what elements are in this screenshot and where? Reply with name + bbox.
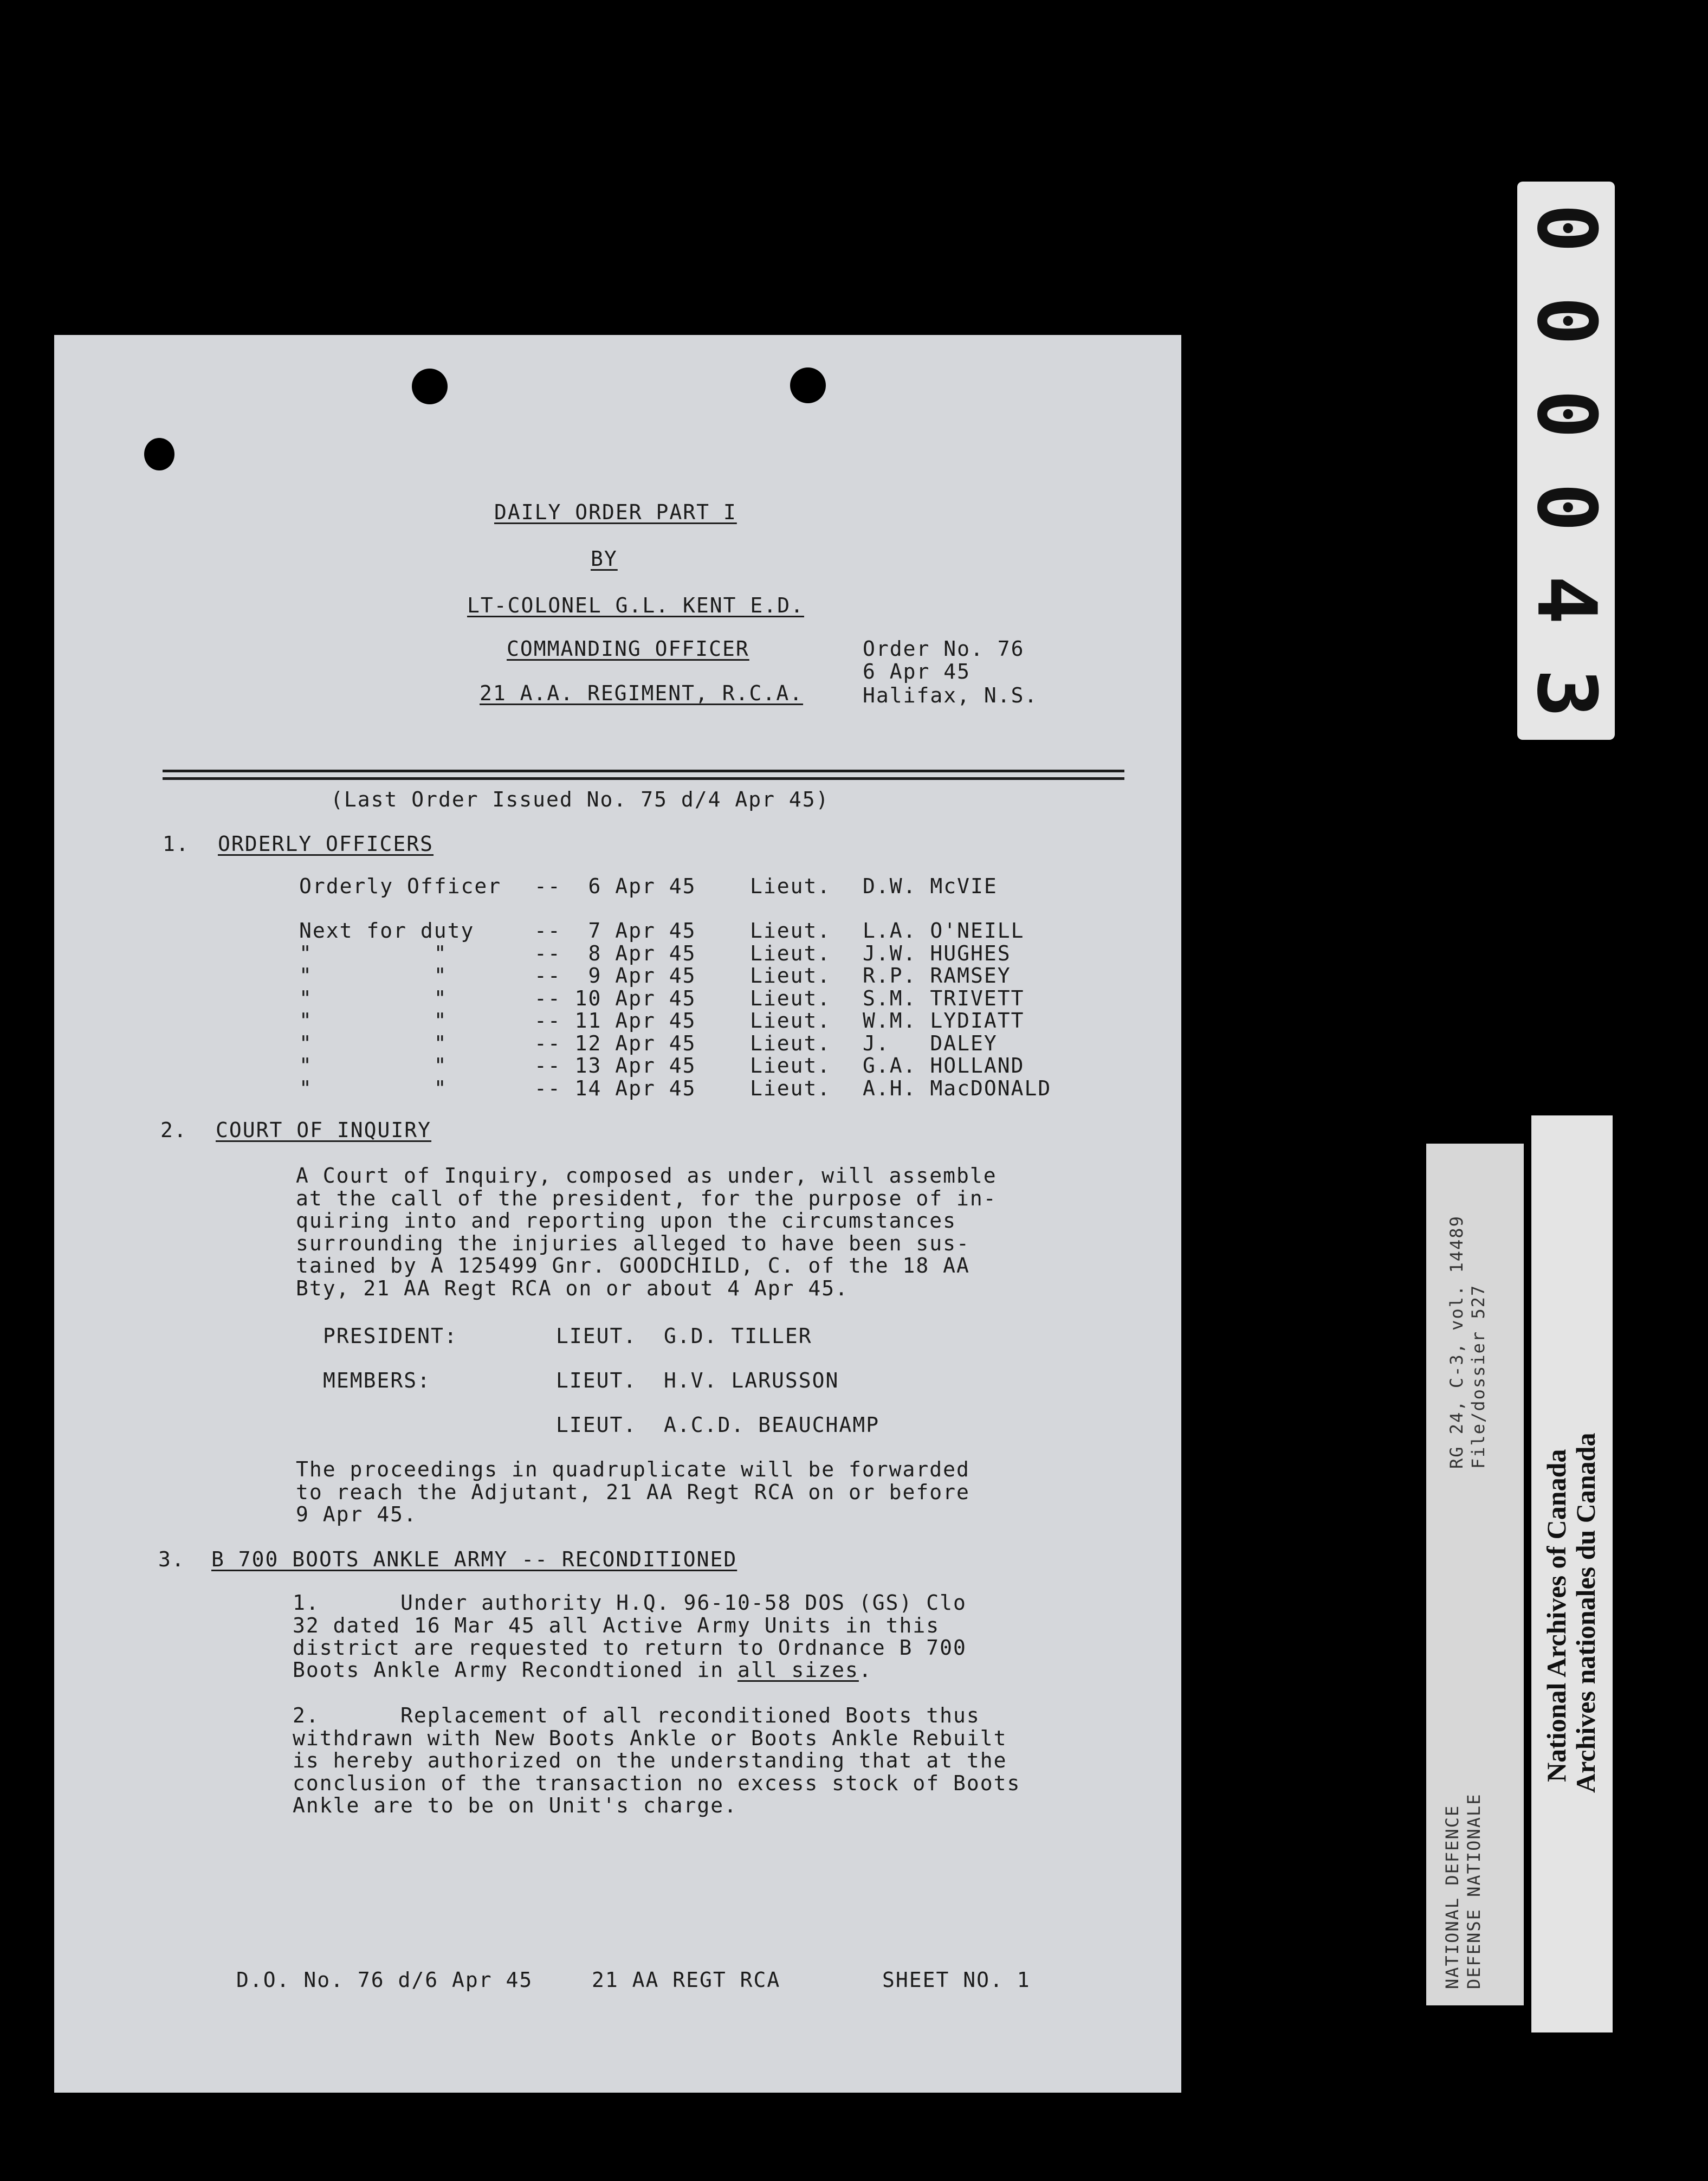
section-heading: ORDERLY OFFICERS: [218, 832, 434, 856]
footer-ref: D.O. No. 76 d/6 Apr 45: [236, 1968, 533, 1992]
paragraph-line: surrounding the injuries alleged to have been sus-: [296, 1231, 970, 1255]
paragraph-line: to reach the Adjutant, 21 AA Regt RCA on or before: [296, 1480, 970, 1504]
roster-rank: Lieut.: [750, 1031, 831, 1055]
order-title: DAILY ORDER PART I: [494, 500, 737, 524]
roster-label: Orderly Officer: [299, 874, 502, 898]
roster-name: L.A. O'NEILL: [863, 919, 1025, 943]
roster-name: G.A. HOLLAND: [863, 1054, 1025, 1077]
roster-name: W.M. LYDIATT: [863, 1009, 1025, 1033]
roster-rank: Lieut.: [750, 964, 831, 988]
paragraph-line: 2. Replacement of all reconditioned Boots thus: [293, 1703, 980, 1727]
roster-date: -- 6 Apr 45: [534, 874, 696, 898]
member-name: LIEUT. A.C.D. BEAUCHAMP: [556, 1413, 880, 1437]
roster-date: -- 8 Apr 45: [534, 941, 696, 965]
stamp-digit: 0: [1519, 389, 1613, 439]
roster-label: " ": [299, 941, 448, 965]
paragraph-line: district are requested to return to Ordnance B 700: [293, 1636, 967, 1660]
roster-name: J.W. HUGHES: [863, 941, 1011, 965]
order-by: BY: [591, 547, 618, 571]
stamp-digit: 0: [1519, 482, 1613, 532]
roster-rank: Lieut.: [750, 1054, 831, 1077]
roster-date: -- 14 Apr 45: [534, 1076, 696, 1100]
roster-label: " ": [299, 1076, 448, 1100]
roster-date: -- 11 Apr 45: [534, 1009, 696, 1033]
punch-hole: [144, 438, 174, 470]
section-heading: B 700 BOOTS ANKLE ARMY -- RECONDITIONED: [211, 1547, 737, 1571]
paragraph-line: withdrawn with New Boots Ankle or Boots Ankle Rebuilt: [293, 1726, 1007, 1750]
stamp-digit: 4: [1519, 576, 1613, 625]
roster-rank: Lieut.: [750, 874, 831, 898]
roster-rank: Lieut.: [750, 986, 831, 1010]
archive-reference: RG 24, C-3, vol. 14489: [1446, 1215, 1467, 1469]
roster-rank: Lieut.: [750, 1009, 831, 1033]
roster-date: -- 12 Apr 45: [534, 1031, 696, 1055]
order-date: 6 Apr 45: [863, 660, 971, 683]
roster-rank: Lieut.: [750, 1076, 831, 1100]
roster-date: -- 13 Apr 45: [534, 1054, 696, 1077]
president-name: LIEUT. G.D. TILLER: [556, 1324, 812, 1348]
paragraph-line: A Court of Inquiry, composed as under, will assemble: [296, 1164, 997, 1188]
section-number: 1.: [163, 832, 190, 856]
archive-label-defence: [1426, 1144, 1524, 2005]
roster-name: R.P. RAMSEY: [863, 964, 1011, 988]
unit-name: 21 A.A. REGIMENT, R.C.A.: [480, 681, 804, 705]
archive-name-fr: Archives nationales du Canada: [1570, 1433, 1601, 1793]
roster-label: Next for duty: [299, 919, 475, 943]
paragraph-line: Bty, 21 AA Regt RCA on or about 4 Apr 45.: [296, 1276, 849, 1300]
archive-stamp-number: [1517, 182, 1615, 740]
last-order-note: (Last Order Issued No. 75 d/4 Apr 45): [331, 788, 830, 811]
paragraph-line: is hereby authorized on the understanding that at the: [293, 1748, 1007, 1772]
roster-date: -- 7 Apr 45: [534, 919, 696, 943]
section-heading: COURT OF INQUIRY: [216, 1118, 432, 1142]
footer-unit: 21 AA REGT RCA: [592, 1968, 781, 1992]
roster-rank: Lieut.: [750, 919, 831, 943]
members-label: MEMBERS:: [323, 1369, 431, 1392]
president-label: PRESIDENT:: [323, 1324, 458, 1348]
order-place: Halifax, N.S.: [863, 683, 1038, 707]
paragraph-line: conclusion of the transaction no excess stock of Boots: [293, 1771, 1021, 1795]
roster-name: D.W. McVIE: [863, 874, 998, 898]
divider-rule: [163, 770, 1124, 772]
paragraph-line: quiring into and reporting upon the circumstances: [296, 1209, 957, 1233]
archive-label-nac: [1531, 1115, 1613, 2032]
paragraph-line: Boots Ankle Army Recondtioned in all sizes.: [293, 1658, 872, 1682]
stamp-digit: 0: [1519, 203, 1613, 253]
divider-rule: [163, 777, 1124, 780]
punch-hole: [790, 367, 826, 403]
roster-rank: Lieut.: [750, 941, 831, 965]
archive-name-en: National Archives of Canada: [1541, 1449, 1571, 1782]
roster-label: " ": [299, 1009, 448, 1033]
paragraph-line: at the call of the president, for the purpose of in-: [296, 1186, 997, 1210]
paragraph-line: 1. Under authority H.Q. 96-10-58 DOS (GS) Clo: [293, 1591, 967, 1615]
roster-label: " ": [299, 1031, 448, 1055]
footer-sheet: SHEET NO. 1: [882, 1968, 1031, 1992]
roster-label: " ": [299, 964, 448, 988]
roster-date: -- 10 Apr 45: [534, 986, 696, 1010]
paragraph-line: Ankle are to be on Unit's charge.: [293, 1793, 737, 1817]
commander-title: COMMANDING OFFICER: [507, 637, 749, 661]
paragraph-line: tained by A 125499 Gnr. GOODCHILD, C. of the 18 AA: [296, 1254, 970, 1277]
paragraph-line: 9 Apr 45.: [296, 1502, 417, 1526]
roster-date: -- 9 Apr 45: [534, 964, 696, 988]
roster-name: J. DALEY: [863, 1031, 998, 1055]
archive-file: File/dossier 527: [1468, 1284, 1489, 1469]
section-number: 3.: [158, 1547, 185, 1571]
stamp-digit: 3: [1519, 668, 1613, 718]
paragraph-line: 32 dated 16 Mar 45 all Active Army Units in this: [293, 1613, 940, 1637]
archive-dept-fr: DEFENSE NATIONALE: [1464, 1793, 1484, 1989]
roster-name: S.M. TRIVETT: [863, 986, 1025, 1010]
punch-hole: [412, 369, 448, 404]
roster-name: A.H. MacDONALD: [863, 1076, 1052, 1100]
roster-label: " ": [299, 1054, 448, 1077]
order-number: Order No. 76: [863, 637, 1025, 661]
roster-label: " ": [299, 986, 448, 1010]
member-name: LIEUT. H.V. LARUSSON: [556, 1369, 839, 1392]
archive-dept-en: NATIONAL DEFENCE: [1442, 1804, 1463, 1989]
stamp-digit: 0: [1519, 296, 1613, 346]
commander-name: LT-COLONEL G.L. KENT E.D.: [467, 593, 804, 617]
underlined-phrase: all sizes: [737, 1658, 859, 1682]
paragraph-line: The proceedings in quadruplicate will be forwarded: [296, 1457, 970, 1481]
section-number: 2.: [160, 1118, 187, 1142]
